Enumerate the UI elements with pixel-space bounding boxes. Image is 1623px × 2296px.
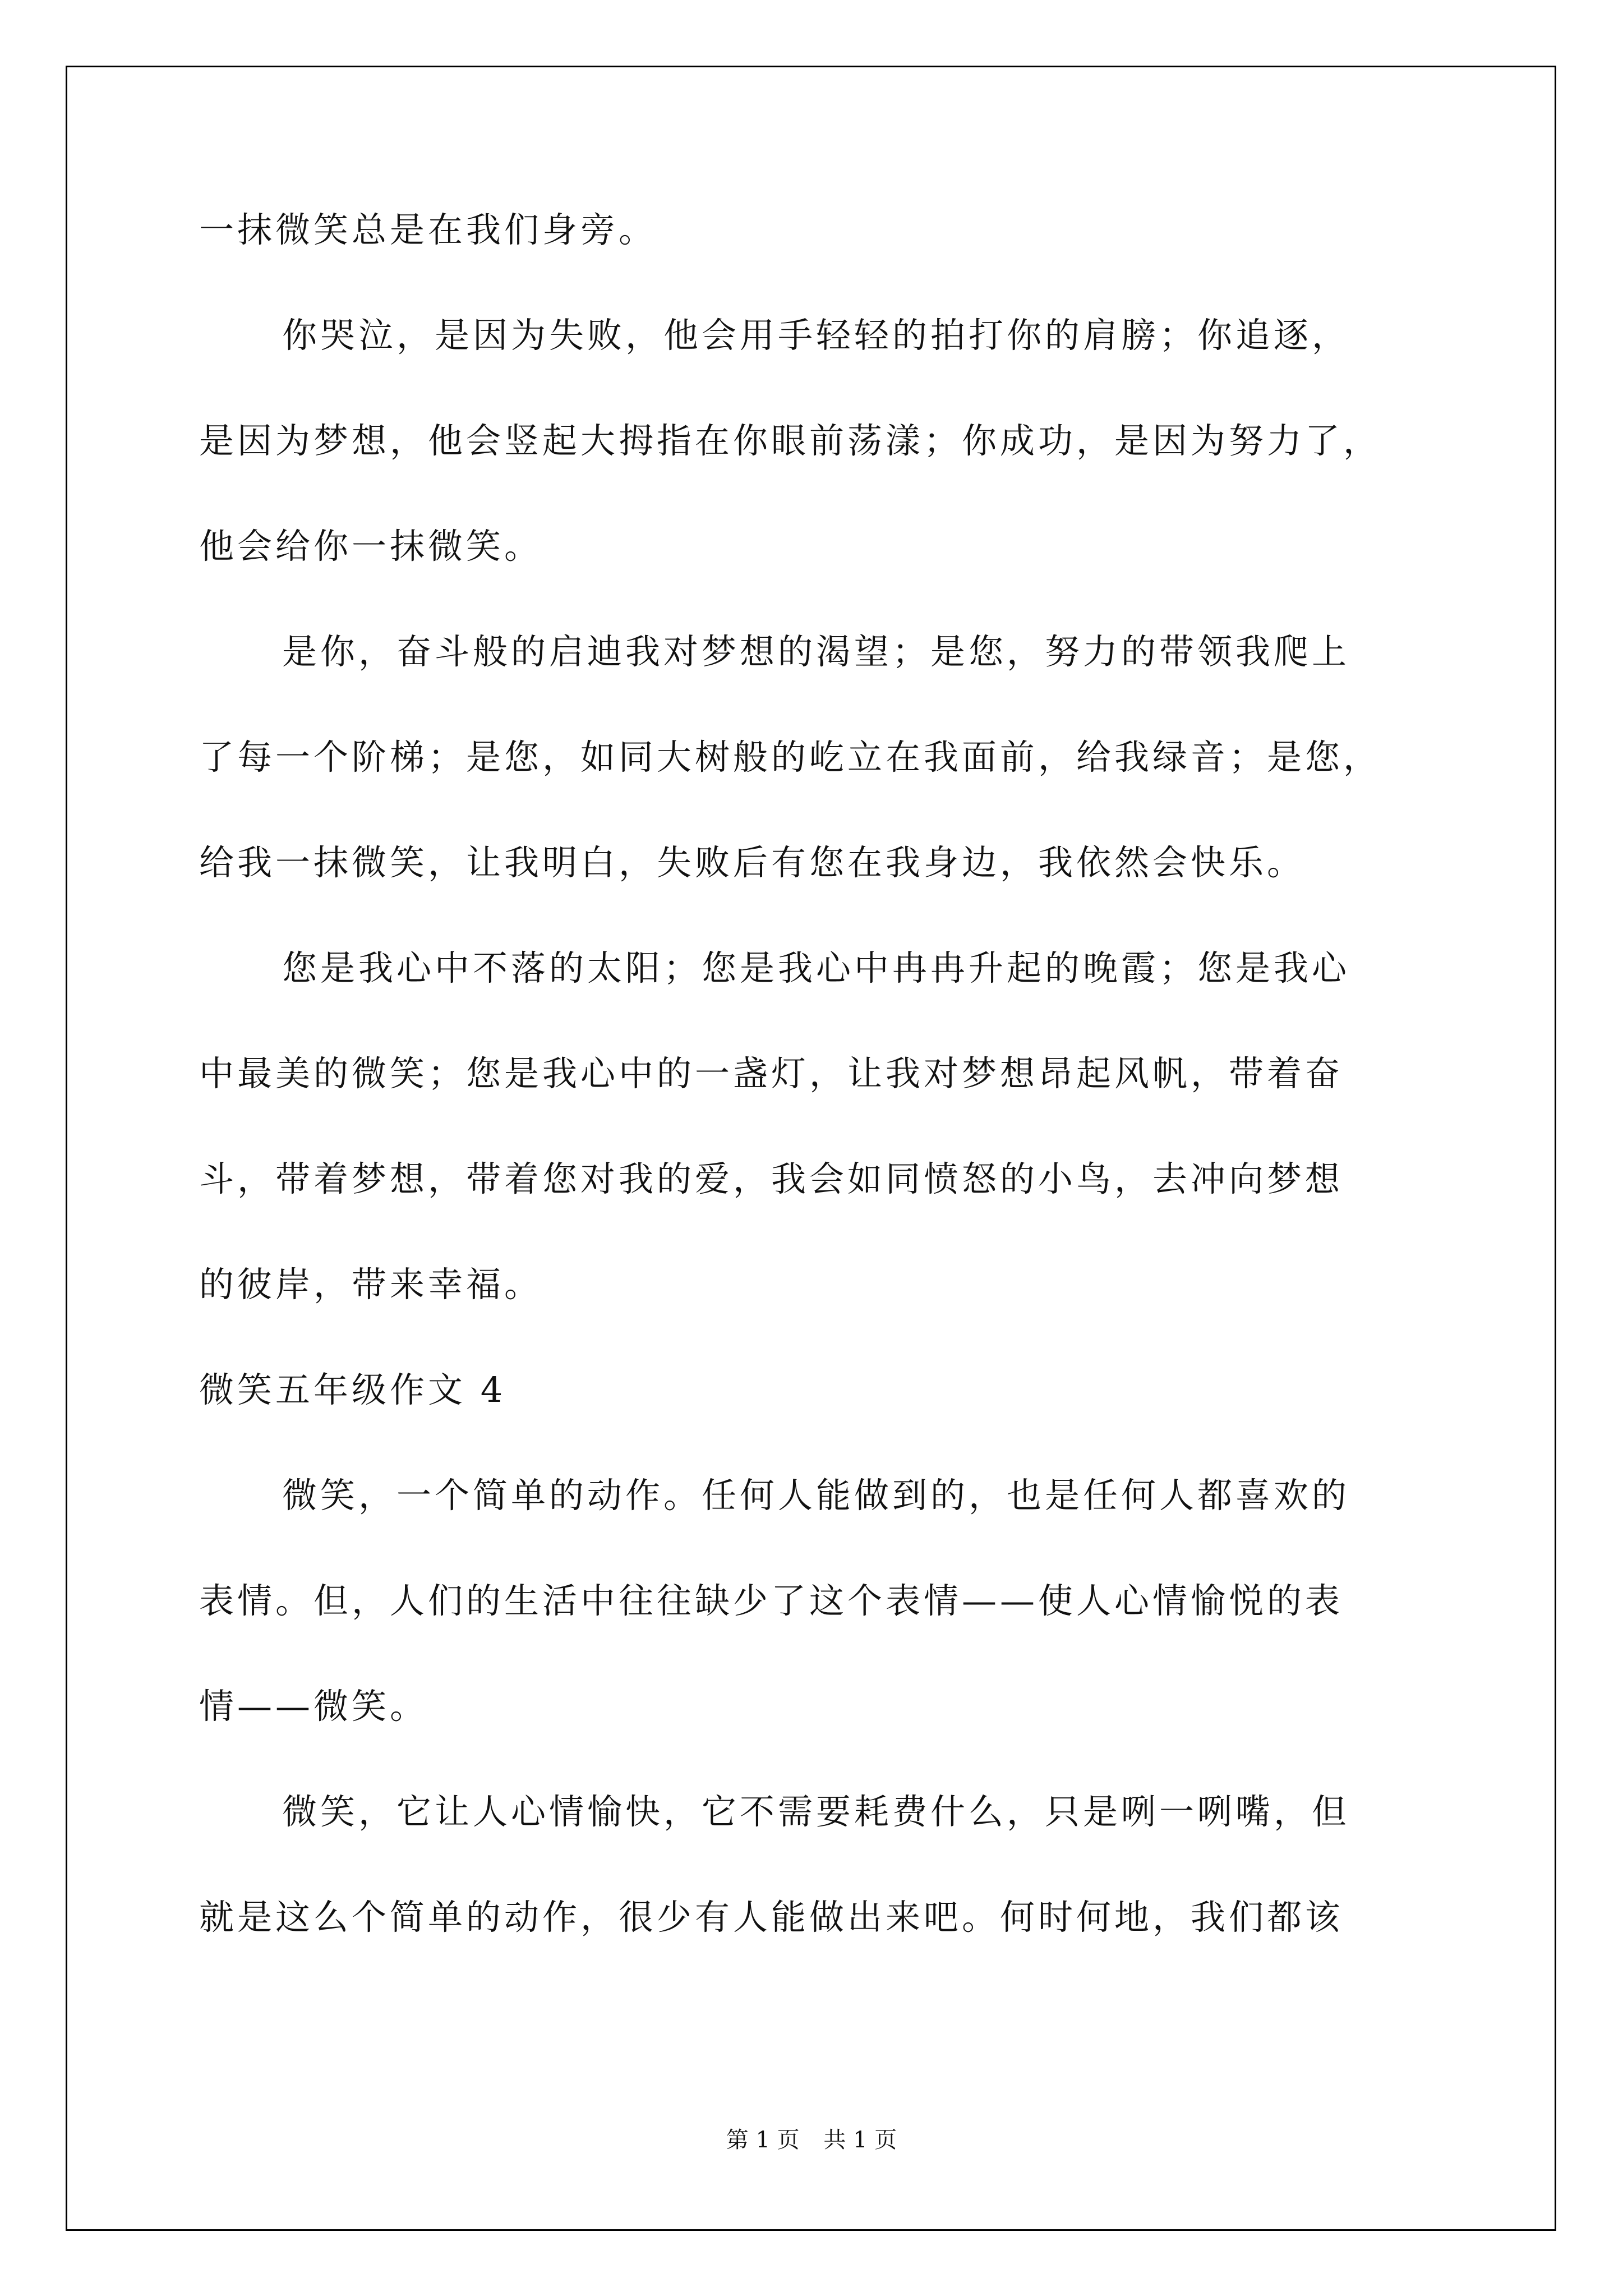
page-number: 第 1 页	[726, 2127, 800, 2153]
text-line: 情——微笑。	[199, 1686, 428, 1727]
text-line: 了每一个阶梯；是您，如同大树般的屹立在我面前，给我绿音；是您，	[199, 737, 1382, 777]
text-line: 他会给你一抹微笑。	[199, 526, 543, 567]
text-line: 的彼岸，带来幸福。	[199, 1264, 543, 1305]
text-line: 您是我心中不落的太阳；您是我心中冉冉升起的晚霞；您是我心	[282, 947, 1350, 988]
document-body	[199, 202, 1450, 1995]
text-line: 就是这么个简单的动作，很少有人能做出来吧。何时何地，我们都该	[199, 1897, 1344, 1938]
text-line: 中最美的微笑；您是我心中的一盏灯，让我对梦想昂起风帆，带着奋	[199, 1053, 1344, 1094]
text-line: 给我一抹微笑，让我明白，失败后有您在我身边，我依然会快乐。	[199, 842, 1306, 883]
text-line: 一抹微笑总是在我们身旁。	[199, 209, 657, 250]
text-line: 微笑，一个简单的动作。任何人能做到的，也是任何人都喜欢的	[282, 1475, 1350, 1516]
text-line: 是因为梦想，他会竖起大拇指在你眼前荡漾；你成功，是因为努力了，	[199, 420, 1382, 461]
page-total: 共 1 页	[823, 2127, 897, 2153]
section-heading: 微笑五年级作文 4	[199, 1369, 506, 1410]
text-line: 你哭泣，是因为失败，他会用手轻轻的拍打你的肩膀；你追逐，	[282, 315, 1350, 356]
text-line: 微笑，它让人心情愉快，它不需要耗费什么，只是咧一咧嘴，但	[282, 1791, 1350, 1832]
text-line: 是你，奋斗般的启迪我对梦想的渴望；是您，努力的带领我爬上	[282, 631, 1350, 672]
text-line: 表情。但，人们的生活中往往缺少了这个表情——使人心情愉悦的表	[199, 1580, 1344, 1621]
text-line: 斗，带着梦想，带着您对我的爱，我会如同愤怒的小鸟，去冲向梦想	[199, 1158, 1344, 1199]
page-footer	[0, 2126, 1623, 2154]
